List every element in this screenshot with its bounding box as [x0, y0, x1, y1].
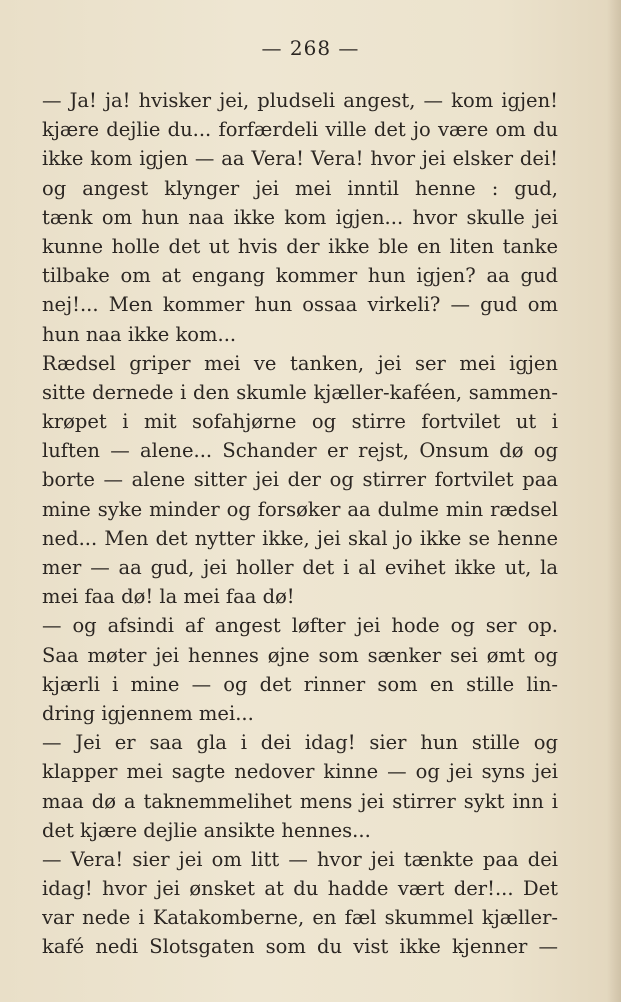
text-line: hun naa ikke kom... [42, 322, 237, 346]
text-line: kafé nedi Slotsgaten som du vist ikke kjenner — [42, 935, 558, 959]
text-line: idag! hvor jei ønsket at du hadde vært der!... Det [42, 877, 558, 901]
text-line: det kjære dejlie ansikte hennes... [42, 818, 371, 842]
text-line: — Vera! sier jei om litt — hvor jei tænkte paa dei [42, 847, 558, 871]
text-line: tænk om hun naa ikke kom igjen... hvor skulle jei [42, 205, 558, 229]
text-line: var nede i Katakomberne, en fæl skummel kjæller- [42, 906, 558, 930]
text-line: kjære dejlie du... forfærdeli ville det jo være om du [42, 118, 558, 142]
page-edge-shadow [607, 0, 621, 1002]
body-text [42, 86, 558, 962]
text-line: mer — aa gud, jei holler det i al evihet ikke ut, la [42, 556, 558, 579]
text-line: mine syke minder og forsøker aa dulme min rædsel [42, 497, 558, 521]
text-line: Rædsel griper mei ve tanken, jei ser mei igjen [42, 351, 558, 375]
text-line: krøpet i mit sofahjørne og stirre fortvilet ut i [42, 410, 558, 434]
text-line: borte — alene sitter jei der og stirrer fortvilet paa [42, 468, 558, 492]
text-line: maa dø a taknemmelihet mens jei stirrer sykt inn i [42, 789, 558, 813]
page-number: — 268 — [261, 36, 360, 60]
text-line: Saa møter jei hennes øjne som sænker sei ømt og [42, 643, 558, 667]
text-line: — og afsindi af angest løfter jei hode og ser op. [42, 614, 558, 638]
text-line: ikke kom igjen — aa Vera! Vera! hvor jei elsker dei! [42, 147, 558, 171]
text-line: — Jei er saa gla i dei idag! sier hun stille og [42, 731, 558, 755]
text-line: klapper mei sagte nedover kinne — og jei syns jei [42, 760, 558, 784]
text-line: nej!... Men kommer hun ossaa virkeli? — gud om [42, 293, 558, 317]
text-line: sitte dernede i den skumle kjæller-kaféen, sammen- [42, 380, 558, 404]
text-line: kunne holle det ut hvis der ikke ble en liten tanke [42, 234, 558, 258]
text-line: og angest klynger jei mei inntil henne : gud, [42, 176, 558, 200]
text-line: luften — alene... Schander er rejst, Onsum dø og [42, 439, 558, 463]
text-line: — Ja! ja! hvisker jei, pludseli angest, — kom igjen! [42, 89, 558, 112]
text-line: ned... Men det nytter ikke, jei skal jo ikke se henne [42, 526, 558, 550]
text-line: tilbake om at engang kommer hun igjen? aa gud [42, 264, 558, 288]
text-line: mei faa dø! la mei faa dø! [42, 585, 295, 609]
text-line: dring igjennem mei... [42, 701, 254, 725]
text-line: kjærli i mine — og det rinner som en stille lin- [42, 672, 558, 696]
